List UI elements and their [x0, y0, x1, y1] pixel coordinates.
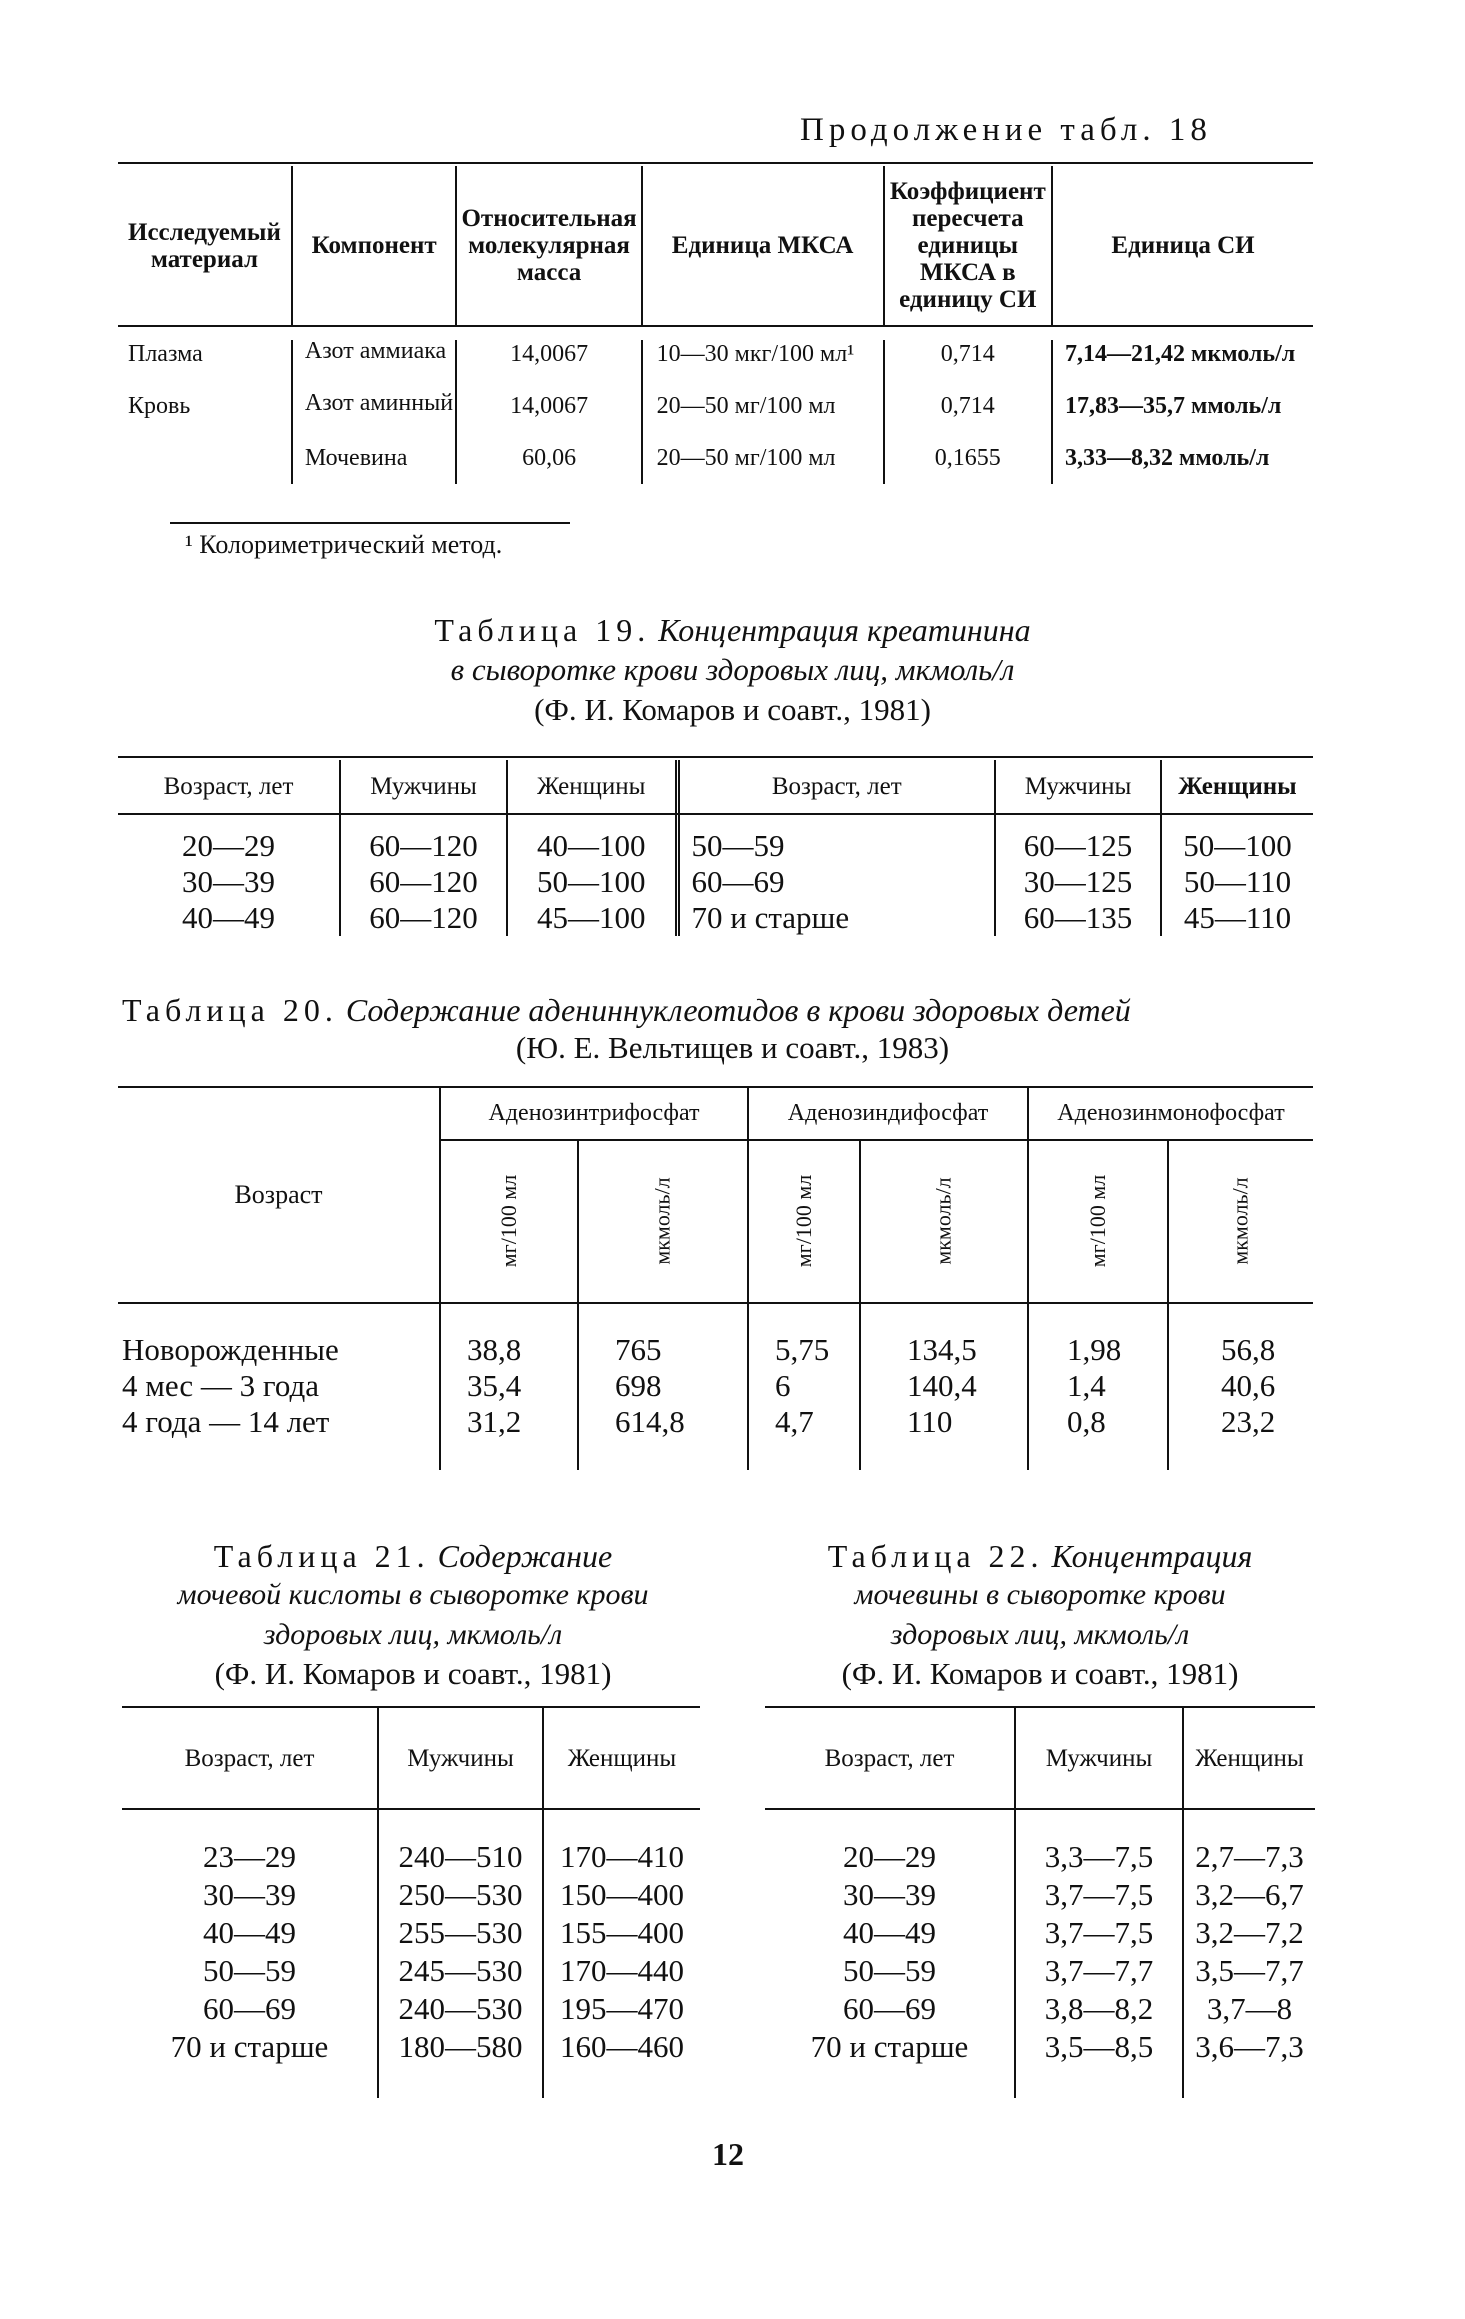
cell-material: Кровь — [128, 393, 191, 419]
cell-women: 2,7—7,3 3,2—6,7 3,2—7,2 3,5—7,7 3,7—8 3,6—7,3 — [1183, 1838, 1315, 2098]
t20-source: (Ю. Е. Вельтищев и соавт., 1983) — [515, 1030, 950, 1065]
subheader-atp-mk — [578, 1140, 748, 1302]
table-19 — [118, 760, 1313, 936]
cell-adp-mg: 5,75 6 4,7 — [748, 1332, 860, 1470]
cell-women: 40—100 50—100 45—100 — [507, 828, 677, 936]
t19-title1: Концентрация креатинина — [658, 612, 1031, 648]
table-header-row — [765, 1708, 1315, 1810]
header-men: Мужчины — [995, 760, 1161, 814]
t22-title1: Концентрация — [1051, 1538, 1253, 1574]
table-header-row — [118, 1088, 1313, 1140]
header-si: Единица СИ — [1052, 166, 1313, 326]
t19-title2: в сыворотке крови здоровых лиц, мкмоль/л — [450, 652, 1015, 687]
cell-coef: 0,1655 — [884, 444, 1052, 484]
continuation-caption: Продолжение табл. 18 — [800, 112, 1212, 148]
cell-atp-mk: 765 698 614,8 — [578, 1332, 748, 1470]
header-women: Женщины — [507, 760, 677, 814]
header-men: Мужчины — [1015, 1708, 1183, 1810]
cell-age: 50—59 60—69 70 и старше — [677, 828, 995, 936]
header-age: Возраст, лет — [184, 1745, 315, 1772]
table-row — [118, 444, 1313, 484]
unit-label: мг/100 мл — [1085, 1174, 1110, 1268]
unit-label: мкмоль/л — [930, 1177, 956, 1265]
cell-mksa: 10—30 мкг/100 мл¹ — [642, 340, 884, 392]
table-row — [122, 1838, 700, 2098]
cell-si: 17,83—35,7 ммоль/л — [1052, 392, 1313, 444]
cell-coef: 0,714 — [884, 392, 1052, 444]
cell-amp-mk: 56,8 40,6 23,2 — [1168, 1332, 1313, 1470]
t21-title2: мочевой кислоты в сыворотке крови — [177, 1578, 649, 1611]
t21-title1: Содержание — [437, 1538, 613, 1574]
unit-label: мкмоль/л — [649, 1177, 675, 1265]
cell-women: 170—410 150—400 155—400 170—440 195—470 160—460 — [543, 1838, 700, 2098]
footnote-rule — [170, 522, 570, 524]
table-row — [118, 340, 1313, 392]
unit-label: мг/100 мл — [791, 1174, 816, 1268]
header-material: Исследуемый материал — [128, 218, 281, 273]
header-men: Мужчины — [378, 1708, 543, 1810]
t19-top-rule — [118, 756, 1313, 758]
header-women: Женщины — [1183, 1708, 1315, 1810]
cell-age: 23—29 30—39 40—49 50—59 60—69 70 и старше — [170, 1839, 329, 2064]
subheader-amp-mk — [1168, 1140, 1313, 1302]
t22-title3: здоровых лиц, мкмоль/л — [890, 1618, 1190, 1651]
t21-label: Таблица 21. — [213, 1538, 430, 1574]
table-header-row — [122, 1708, 700, 1810]
t18-top-rule — [118, 162, 1313, 164]
header-age: Возраст, лет — [824, 1745, 955, 1772]
t21-caption-line1 — [118, 1538, 708, 1575]
cell-age: Новорожденные 4 мес — 3 года 4 года — 14 лет — [122, 1332, 339, 1439]
t20-label: Таблица 20. — [122, 992, 338, 1028]
header-age: Возраст, лет — [677, 760, 995, 814]
header-mksa: Единица МКСА — [642, 166, 884, 326]
table-21 — [122, 1708, 700, 2098]
table-row — [765, 1838, 1315, 2098]
header-men: Мужчины — [340, 760, 507, 814]
cell-component: Азот аминный — [292, 392, 457, 444]
cell-men: 60—125 30—125 60—135 — [995, 828, 1161, 936]
cell-mksa: 20—50 мг/100 мл — [642, 392, 884, 444]
unit-label: мг/100 мл — [496, 1174, 521, 1268]
cell-men: 240—510 250—530 255—530 245—530 240—530 180—580 — [378, 1838, 543, 2098]
table-22 — [765, 1708, 1315, 2098]
cell-coef: 0,714 — [884, 340, 1052, 392]
table-20 — [118, 1088, 1313, 1470]
header-mass: Относительная молекулярная масса — [456, 166, 641, 326]
cell-atp-mg: 38,8 35,4 31,2 — [440, 1332, 578, 1470]
t19-label: Таблица 19. — [434, 612, 651, 648]
t20-title: Содержание адениннуклеотидов в крови здоровых детей — [345, 992, 1131, 1028]
cell-age: 20—29 30—39 40—49 — [182, 828, 275, 935]
cell-mksa: 20—50 мг/100 мл — [642, 444, 884, 484]
footnote: ¹ Колориметрический метод. — [185, 530, 503, 559]
header-age: Возраст — [234, 1180, 323, 1209]
cell-adp-mk: 134,5 140,4 110 — [860, 1332, 1028, 1470]
header-adp: Аденозиндифосфат — [748, 1088, 1028, 1140]
header-component: Компонент — [292, 166, 457, 326]
header-coef: Коэффициент пересчета единицы МКСА в единицу СИ — [884, 166, 1052, 326]
header-age: Возраст, лет — [163, 773, 294, 800]
cell-material: Плазма — [128, 341, 203, 367]
t22-source: (Ф. И. Комаров и соавт., 1981) — [841, 1656, 1239, 1691]
subheader-adp-mk — [860, 1140, 1028, 1302]
t22-caption-line1 — [765, 1538, 1315, 1575]
cell-age: 20—29 30—39 40—49 50—59 60—69 70 и старше — [810, 1839, 969, 2064]
t19-caption-line1 — [0, 612, 1465, 649]
cell-component: Мочевина — [292, 444, 457, 484]
unit-label: мкмоль/л — [1227, 1177, 1253, 1265]
t22-title2: мочевины в сыворотке крови — [854, 1578, 1226, 1611]
table-header-row — [118, 166, 1313, 326]
subheader-adp-mg — [748, 1140, 860, 1302]
subheader-atp-mg — [440, 1140, 578, 1302]
cell-men: 60—120 60—120 60—120 — [340, 828, 507, 936]
t21-source: (Ф. И. Комаров и соавт., 1981) — [214, 1656, 612, 1691]
page-number: 12 — [712, 2136, 744, 2172]
subheader-amp-mg — [1028, 1140, 1168, 1302]
header-atp: Аденозинтрифосфат — [440, 1088, 748, 1140]
cell-mass: 60,06 — [456, 444, 641, 484]
header-amp: Аденозинмонофосфат — [1028, 1088, 1313, 1140]
cell-mass: 14,0067 — [456, 392, 641, 444]
header-women: Женщины — [1161, 760, 1313, 814]
table-18 — [118, 166, 1313, 484]
cell-men: 3,3—7,5 3,7—7,5 3,7—7,5 3,7—7,7 3,8—8,2 3,5—8,5 — [1015, 1838, 1183, 2098]
t21-title3: здоровых лиц, мкмоль/л — [263, 1618, 563, 1651]
table-row — [118, 1332, 1313, 1470]
cell-si: 7,14—21,42 мкмоль/л — [1052, 340, 1313, 392]
table-row — [118, 392, 1313, 444]
table-header-row — [118, 760, 1313, 814]
cell-si: 3,33—8,32 ммоль/л — [1052, 444, 1313, 484]
cell-mass: 14,0067 — [456, 340, 641, 392]
table-row — [118, 828, 1313, 936]
cell-women: 50—100 50—110 45—110 — [1161, 828, 1313, 936]
header-women: Женщины — [543, 1708, 700, 1810]
t19-source: (Ф. И. Комаров и соавт., 1981) — [534, 692, 931, 727]
cell-component: Азот аммиака — [292, 340, 457, 392]
t22-label: Таблица 22. — [827, 1538, 1044, 1574]
t20-caption-line1 — [122, 992, 1131, 1029]
cell-material — [118, 444, 292, 484]
cell-amp-mg: 1,98 1,4 0,8 — [1028, 1332, 1168, 1470]
